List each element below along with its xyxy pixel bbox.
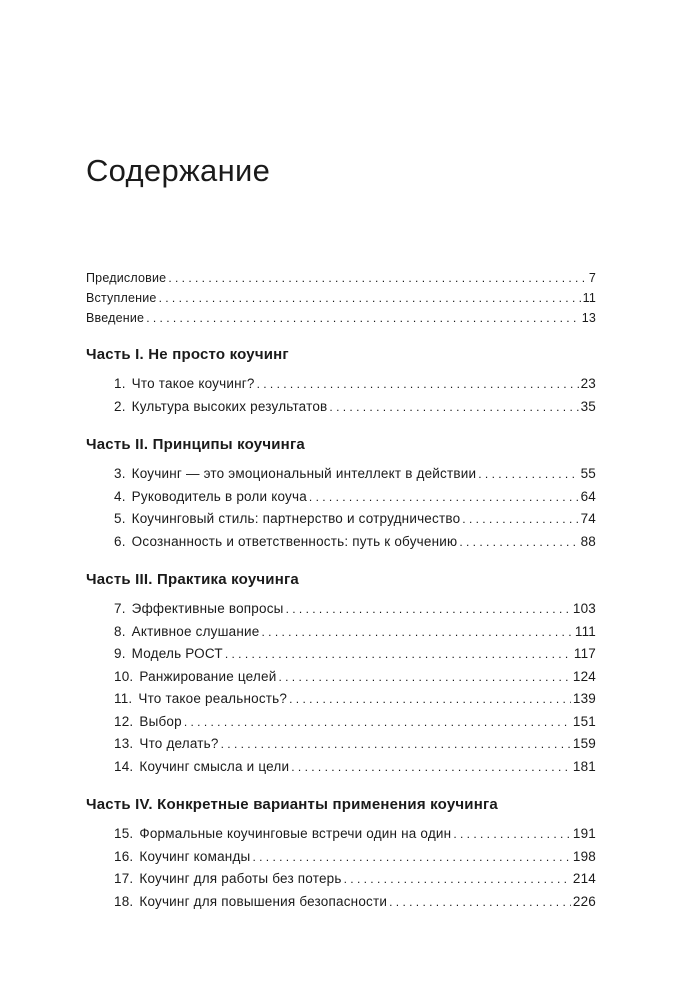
entry-label: Вступление [86, 291, 157, 305]
entry-page: 151 [572, 713, 596, 729]
part-section [86, 341, 596, 418]
chapter-number: 14. [114, 758, 134, 774]
dot-leader [278, 666, 570, 689]
dot-leader [289, 688, 571, 711]
entry-page: 88 [580, 533, 596, 549]
dot-leader [478, 463, 578, 486]
dot-leader [459, 531, 578, 554]
entry-label: Выбор [139, 713, 182, 729]
dot-leader [261, 621, 572, 644]
dot-leader [389, 891, 571, 914]
entry-page: 226 [572, 893, 596, 909]
toc-entry[interactable] [86, 463, 596, 486]
entry-page: 198 [572, 848, 596, 864]
toc-entry[interactable] [86, 621, 596, 644]
dot-leader [252, 846, 570, 869]
toc-entry[interactable] [86, 308, 596, 328]
entry-label: Коучинг — это эмоциональный интеллект в действии [131, 466, 477, 481]
entry-label: Осознанность и ответственность: путь к обучению [131, 533, 458, 549]
entry-label: Ранжирование целей [139, 668, 277, 684]
chapter-number: 11. [114, 691, 133, 706]
chapter-number: 8. [114, 623, 126, 639]
dot-leader [462, 508, 578, 531]
toc-entry[interactable] [86, 598, 596, 621]
part-title[interactable]: Часть III. Практика коучинга [86, 571, 299, 588]
part-title[interactable]: Часть I. Не просто коучинг [86, 346, 289, 363]
dot-leader [146, 308, 579, 328]
toc-entry[interactable] [86, 531, 596, 554]
toc-entry[interactable] [86, 846, 596, 869]
entry-label: Эффективные вопросы [131, 601, 284, 616]
toc-entry[interactable] [86, 891, 596, 914]
entry-label: Предисловие [86, 271, 167, 285]
entry-page: 103 [572, 601, 596, 616]
entry-page: 64 [580, 488, 596, 504]
toc-entry[interactable] [86, 868, 596, 891]
entry-label: Коучинг смысла и цели [139, 758, 290, 774]
toc-entry[interactable] [86, 486, 596, 509]
chapter-number: 7. [114, 601, 126, 616]
dot-leader [344, 868, 571, 891]
entry-page: 13 [581, 311, 596, 325]
entry-label: Коучинг для повышения безопасности [139, 893, 388, 909]
entry-label: Что делать? [139, 736, 219, 751]
toc-entry[interactable] [86, 268, 596, 288]
dot-leader [291, 756, 571, 779]
dot-leader [221, 733, 571, 756]
dot-leader [225, 643, 572, 666]
chapter-number: 10. [114, 668, 134, 684]
entry-label: Модель РОСТ [131, 646, 223, 661]
entry-page: 35 [580, 398, 596, 414]
entry-label: Коучинг команды [139, 848, 251, 864]
toc-entry[interactable] [86, 666, 596, 689]
toc-entry[interactable] [86, 711, 596, 734]
dot-leader [184, 711, 571, 734]
toc-entry[interactable] [86, 288, 596, 308]
dot-leader [159, 288, 581, 308]
entry-page: 117 [573, 646, 596, 661]
entry-page: 7 [588, 271, 596, 285]
entry-page: 139 [572, 691, 596, 706]
chapter-number: 6. [114, 533, 126, 549]
part-title[interactable]: Часть II. Принципы коучинга [86, 436, 305, 453]
entry-page: 111 [574, 623, 596, 639]
dot-leader [453, 823, 571, 846]
toc-entry[interactable] [86, 823, 596, 846]
chapter-number: 1. [114, 376, 126, 391]
toc-entry[interactable] [86, 643, 596, 666]
chapter-number: 15. [114, 826, 134, 841]
part-section [86, 431, 596, 553]
toc-entry[interactable] [86, 373, 596, 396]
entry-page: 214 [572, 871, 596, 886]
toc-entry[interactable] [86, 756, 596, 779]
chapter-number: 4. [114, 488, 126, 504]
toc-entry[interactable] [86, 733, 596, 756]
entry-page: 23 [580, 376, 596, 391]
front-matter [86, 268, 596, 328]
table-of-contents [86, 268, 596, 913]
entry-label: Коучинговый стиль: партнерство и сотрудничество [131, 511, 461, 526]
part-title[interactable]: Часть IV. Конкретные варианты применения коучинга [86, 796, 498, 813]
chapter-number: 12. [114, 713, 134, 729]
chapter-number: 17. [114, 871, 134, 886]
entry-page: 124 [572, 668, 596, 684]
entry-label: Активное слушание [131, 623, 260, 639]
chapter-number: 16. [114, 848, 134, 864]
chapter-number: 18. [114, 893, 134, 909]
dot-leader [286, 598, 571, 621]
entry-page: 74 [580, 511, 596, 526]
toc-entry[interactable] [86, 508, 596, 531]
dot-leader [309, 486, 579, 509]
part-section [86, 791, 596, 913]
page-title: Содержание [86, 153, 271, 188]
entry-page: 191 [572, 826, 596, 841]
entry-label: Культура высоких результатов [131, 398, 328, 414]
entry-label: Введение [86, 311, 145, 325]
chapter-number: 5. [114, 511, 126, 526]
entry-page: 159 [572, 736, 596, 751]
dot-leader [329, 396, 578, 419]
chapter-number: 9. [114, 646, 126, 661]
toc-entry[interactable] [86, 396, 596, 419]
chapter-number: 2. [114, 398, 126, 414]
entry-page: 55 [580, 466, 596, 481]
entry-label: Коучинг для работы без потерь [139, 871, 342, 886]
entry-label: Что такое реальность? [138, 691, 288, 706]
entry-page: 11 [582, 291, 596, 305]
chapter-number: 3. [114, 466, 126, 481]
dot-leader [168, 268, 587, 288]
entry-label: Что такое коучинг? [131, 376, 255, 391]
dot-leader [257, 373, 579, 396]
toc-entry[interactable] [86, 688, 596, 711]
entry-label: Формальные коучинговые встречи один на один [139, 826, 452, 841]
entry-label: Руководитель в роли коуча [131, 488, 307, 504]
entry-page: 181 [572, 758, 596, 774]
chapter-number: 13. [114, 736, 134, 751]
part-section [86, 566, 596, 778]
